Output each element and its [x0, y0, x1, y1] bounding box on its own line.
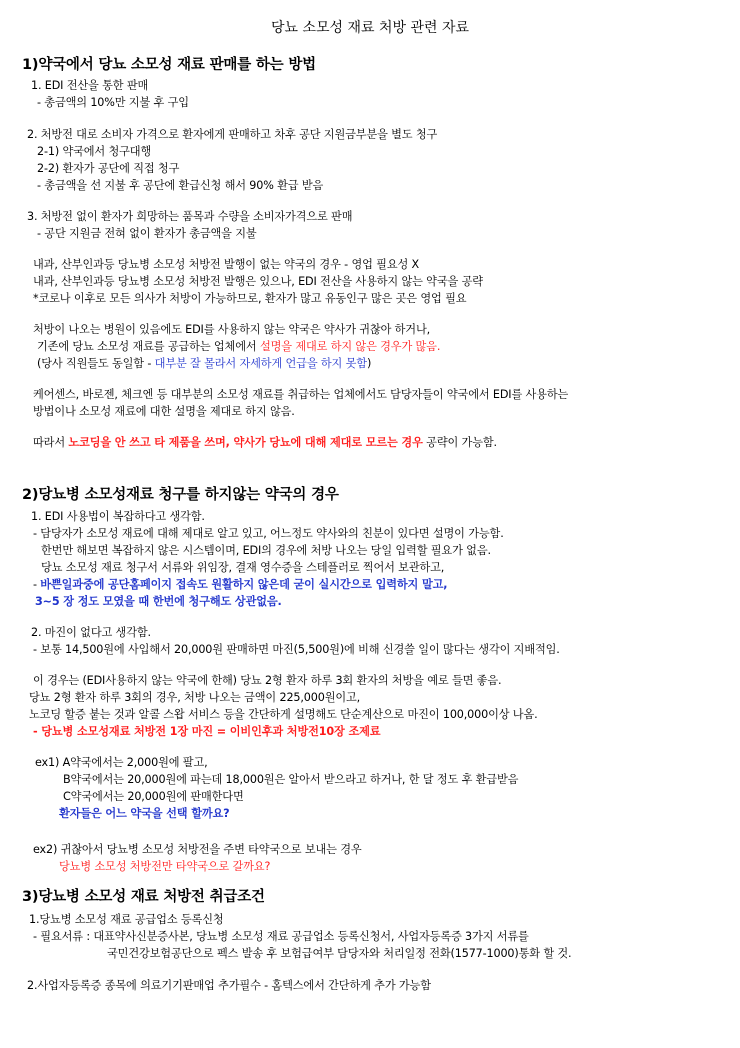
s3-line-1: 1.당뇨병 소모성 재료 공급업소 등록신청	[29, 913, 224, 926]
s2-line-5	[33, 578, 447, 592]
s1-line-3: 2. 처방전 대로 소비자 가격으로 환자에게 판매하고 차후 공단 지원금부분을 별도 청구	[27, 128, 438, 141]
s2-line-8: - 보통 14,500원에 사입해서 20,000원 판매하면 마진(5,500원)에 비해 신경쓸 일이 많다는 생각이 지배적임.	[33, 643, 560, 656]
s1-line-13-text: 기존에 당뇨 소모성 재료를 공급하는 업체에서	[37, 340, 260, 353]
s2-line-16: 환자들은 어느 약국을 선택 할까요?	[59, 807, 230, 820]
s2-line-13: ex1) A약국에서는 2,000원에 팔고,	[35, 756, 208, 769]
s1-line-13-highlight: 설명을 제대로 하지 않은 경우가 많음.	[259, 340, 441, 353]
s2-line-9: 이 경우는 (EDI사용하지 않는 약국에 한해) 당뇨 2형 환자 하루 3회 환자의 처방을 예로 들면 좋음.	[33, 674, 502, 687]
s2-line-7: 2. 마진이 없다고 생각함.	[31, 626, 151, 639]
s1-line-14-close: )	[366, 357, 372, 370]
s1-line-5: 2-2) 환자가 공단에 직접 청구	[37, 162, 180, 175]
s2-line-2: - 담당자가 소모성 재료에 대해 제대로 알고 있고, 어느정도 약사와의 친분이 있다면 설명이 가능함.	[33, 527, 504, 540]
s3-line-3: 국민건강보험공단으로 펙스 발송 후 보험급여부 담당자와 처리일정 전화(1577-1000)통화 할 것.	[107, 947, 572, 960]
s1-line-10: 내과, 산부인과등 당뇨병 소모성 처방전 발행은 있으나, EDI 전산을 사용하지 않는 약국을 공략	[33, 275, 483, 288]
s2-line-12: - 당뇨병 소모성재료 처방전 1장 마진 = 이비인후과 처방전10장 조제료	[33, 725, 381, 738]
s2-line-11: 노코딩 할증 붙는 것과 알콜 스왑 서비스 등을 간단하게 설명해도 단순계산으로 마진이 100,000이상 나옴.	[29, 708, 538, 721]
s1-line-14	[37, 357, 371, 371]
s1-line-1: 1. EDI 전산을 통한 판매	[31, 79, 149, 92]
s2-line-1: 1. EDI 사용법이 복잡하다고 생각함.	[31, 510, 205, 523]
s2-line-4: 당뇨 소모성 재료 청구서 서류와 위임장, 결재 영수증을 스테플러로 찍어서 보관하고,	[41, 561, 445, 574]
s1-line-15: 케어센스, 바로젠, 체크엔 등 대부분의 소모성 재료를 취급하는 업체에서도 담당자들이 약국에서 EDI를 사용하는	[33, 388, 569, 401]
s1-line-11: *코로나 이후로 모든 의사가 처방이 가능하므로, 환자가 많고 유동인구 많은 곳은 영업 필요	[33, 292, 467, 305]
s1-line-17-highlight: 노코딩을 안 쓰고 타 제품을 쓰며, 약사가 당뇨에 대해 제대로 모르는 경우	[68, 436, 423, 449]
s2-line-15: C약국에서는 20,000원에 판매한다면	[63, 790, 244, 803]
s1-line-14-text: (당사 직원들도 동일함 -	[37, 357, 155, 370]
s1-line-4: 2-1) 약국에서 청구대행	[37, 145, 152, 158]
s1-line-14-highlight: 대부분 잘 몰라서 자세하게 언급을 하지 못함	[154, 357, 367, 370]
s2-line-6: 3~5 장 정도 모였을 때 한번에 청구해도 상관없음.	[35, 595, 282, 608]
s2-line-5-dash: -	[33, 578, 41, 591]
s1-line-6: - 총금액을 선 지불 후 공단에 환급신청 해서 90% 환급 받음	[37, 179, 324, 192]
s1-line-17	[33, 436, 497, 450]
s2-line-14: B약국에서는 20,000원에 파는데 18,000원은 알아서 받으라고 하거나, 한 달 정도 후 환급받음	[63, 773, 519, 786]
s1-line-17-end: 공략이 가능함.	[422, 436, 497, 449]
section-3-heading: 3)당뇨병 소모성 재료 처방전 취급조건	[22, 889, 265, 905]
s1-line-8: - 공단 지원금 전혀 없이 환자가 총금액을 지불	[37, 227, 257, 240]
s3-line-4: 2.사업자등록증 종목에 의료기기판매업 추가필수 - 홈텍스에서 간단하게 추가 가능함	[27, 979, 431, 992]
s1-line-2: - 총금액의 10%만 지불 후 구입	[37, 96, 189, 109]
s2-line-17: ex2) 귀찮아서 당뇨병 소모성 처방전을 주변 타약국으로 보내는 경우	[33, 843, 362, 856]
s2-line-10: 당뇨 2형 환자 하루 3회의 경우, 처방 나오는 금액이 225,000원이고,	[29, 691, 361, 704]
s3-line-2: - 필요서류 : 대표약사신분증사본, 당뇨병 소모성 재료 공급업소 등록신청서, 사업자등록증 3가지 서류를	[33, 930, 529, 943]
s1-line-17-text: 따라서	[33, 436, 69, 449]
s1-line-13	[37, 340, 440, 354]
s1-line-7: 3. 처방전 없이 환자가 희망하는 품목과 수량을 소비자가격으로 판매	[27, 210, 353, 223]
s1-line-12: 처방이 나오는 병원이 있음에도 EDI를 사용하지 않는 약국은 약사가 귀찮아 하거나,	[33, 323, 431, 336]
s1-line-16: 방법이나 소모성 재료에 대한 설명을 제대로 하지 않음.	[33, 405, 295, 418]
s2-line-18: 당뇨병 소모성 처방전만 타약국으로 갈까요?	[59, 860, 271, 873]
section-1-heading: 1)약국에서 당뇨 소모성 재료 판매를 하는 방법	[22, 57, 316, 73]
section-2-heading: 2)당뇨병 소모성재료 청구를 하지않는 약국의 경우	[22, 487, 339, 503]
s2-line-5-highlight: 바쁜일과중에 공단홈페이지 접속도 원활하지 않은데 굳이 실시간으로 입력하지 말고,	[40, 578, 448, 591]
s2-line-3: 한번만 해보면 복잡하지 않은 시스템이며, EDI의 경우에 처방 나오는 당일 입력할 필요가 없음.	[41, 544, 491, 557]
document-title: 당뇨 소모성 재료 처방 관련 자료	[270, 20, 470, 36]
s1-line-9: 내과, 산부인과등 당뇨병 소모성 처방전 발행이 없는 약국의 경우 - 영업 필요성 X	[33, 258, 420, 271]
